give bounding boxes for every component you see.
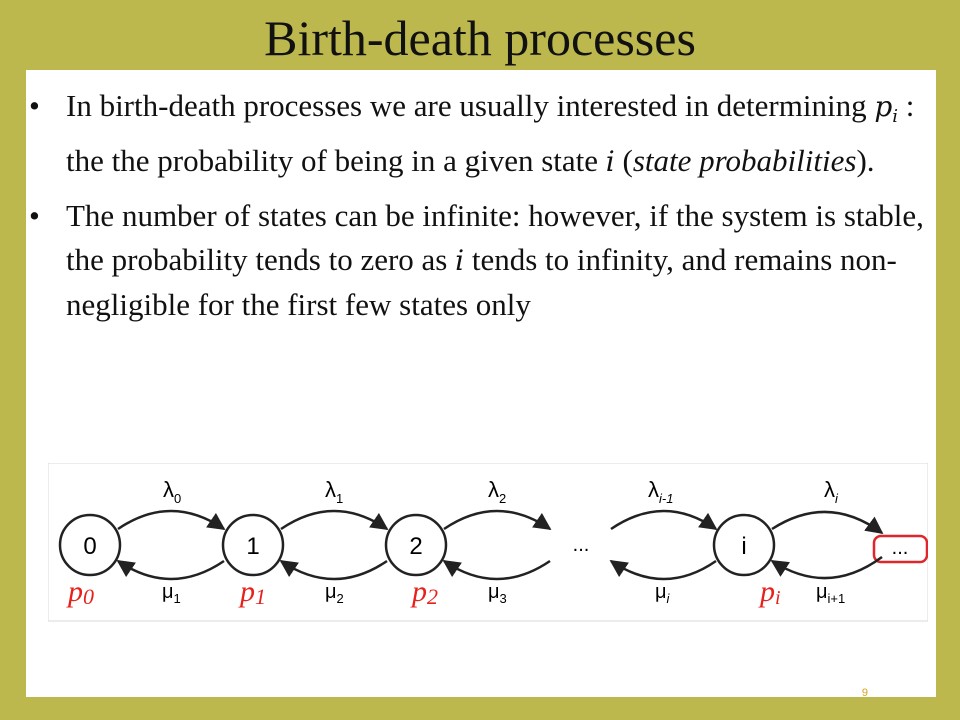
p0-label: p0 [68, 575, 94, 609]
bullet-item-2 [26, 194, 936, 327]
math-i: i [605, 145, 615, 178]
state-probabilities-term: state probabilities [632, 143, 857, 178]
bullet-2-text-a: The number of states can be infinite: however, if the system is stable, the probability tends to zero as [66, 198, 924, 277]
state-0 [60, 515, 120, 575]
ellipsis-state: ... [572, 534, 590, 556]
lambda-2-label: $\lambda_2$ [488, 477, 507, 506]
birth-death-chain-diagram [48, 463, 928, 623]
bullet-1-text-a: In birth-death processes we are usually interested in determining [66, 88, 875, 123]
math-i: i [455, 244, 465, 277]
bullet-icon: • [29, 88, 40, 123]
state-continuation-label: ... [891, 537, 909, 559]
bullet-item-1 [26, 84, 936, 184]
state-1 [223, 515, 283, 575]
mu-2-label: $\mu_2$ [325, 581, 344, 606]
lambda-0-label: $\lambda_0$ [163, 477, 182, 506]
content-panel [26, 70, 936, 697]
state-1-label: 1 [246, 533, 260, 560]
bullet-2-text-b: tends to infinity, and remains non-negligible for the first few states only [66, 242, 897, 322]
bullet-icon: • [29, 198, 40, 233]
state-i-label: i [741, 533, 747, 560]
slide-title: Birth-death processes [264, 10, 696, 66]
math-p: p [874, 90, 893, 123]
page-number: 9 [861, 687, 868, 699]
state-i [714, 515, 774, 575]
p2-label: p2 [412, 575, 438, 609]
pi-label: pi [760, 575, 781, 609]
bullet-1-text-b: : the the probability of being in a given state [66, 88, 915, 178]
paren-close: ). [856, 143, 875, 178]
lambda-1-label: $\lambda_1$ [325, 477, 344, 506]
mu-i-label: $\mu_i$ [655, 581, 670, 606]
mu-i-plus-1-label: $\mu_{i+1}$ [816, 581, 846, 606]
mu-1-label: $\mu_1$ [162, 581, 181, 606]
p1-label: p1 [240, 575, 266, 609]
lambda-i-label: $\lambda_i$ [824, 477, 838, 506]
state-2-label: 2 [409, 533, 423, 560]
state-2 [386, 515, 446, 575]
paren-open: ( [614, 143, 633, 178]
mu-3-label: $\mu_3$ [488, 581, 507, 606]
bullet-list [26, 84, 936, 337]
math-p-subscript: i [892, 106, 899, 127]
lambda-i-1-label: $\lambda_{i-1}$ [648, 477, 674, 506]
state-0-label: 0 [83, 533, 97, 560]
